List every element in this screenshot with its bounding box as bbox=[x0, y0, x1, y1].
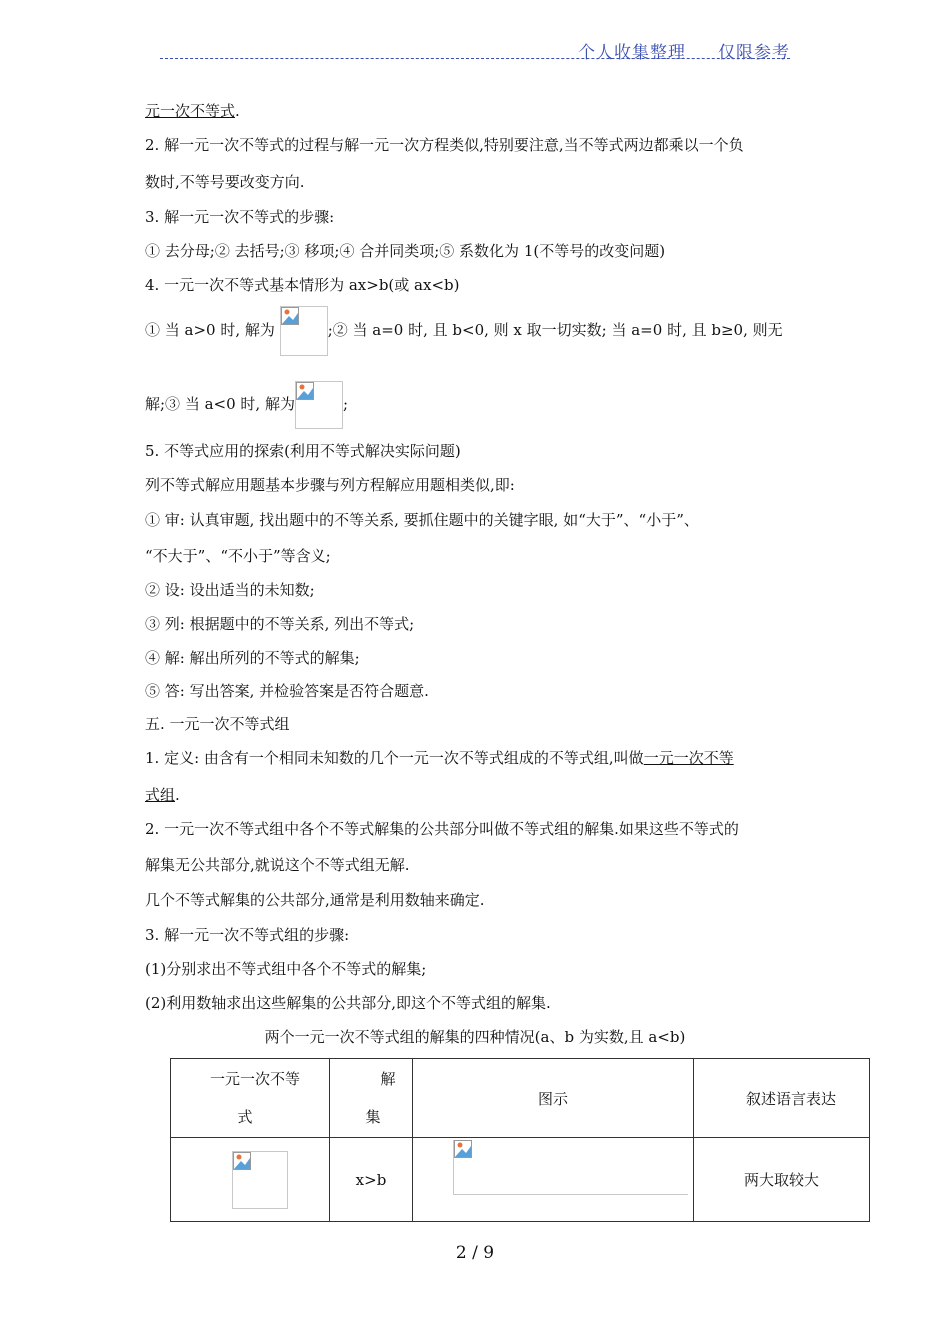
header-label: 集 bbox=[365, 1108, 381, 1126]
text-line: 4. 一元一次不等式基本情形为 ax>b(或 ax<b) bbox=[145, 276, 460, 294]
text-line: ① 审: 认真审题, 找出题中的不等关系, 要抓住题中的关键字眼, 如“大于”、“小于”、 bbox=[145, 511, 699, 529]
header-rule bbox=[160, 58, 790, 59]
text-line bbox=[145, 748, 734, 768]
inequality-image-placeholder bbox=[232, 1151, 288, 1209]
text-line: ⑤ 答: 写出答案, 并检验答案是否符合题意. bbox=[145, 682, 429, 700]
broken-image-icon bbox=[296, 382, 314, 400]
header-label: 式 bbox=[237, 1108, 253, 1126]
text-line: 数时,不等号要改变方向. bbox=[145, 173, 305, 191]
text-fragment: 1. 定义: 由含有一个相同未知数的几个一元一次不等式组成的不等式组,叫做 bbox=[145, 749, 644, 767]
text-line: ③ 列: 根据题中的不等关系, 列出不等式; bbox=[145, 615, 415, 633]
text-line: 3. 解一元一次不等式的步骤: bbox=[145, 208, 335, 226]
punct: . bbox=[175, 786, 180, 804]
header-cell: 叙述语言表达 bbox=[694, 1059, 870, 1138]
formula-image-placeholder bbox=[295, 381, 343, 429]
broken-image-icon bbox=[454, 1140, 472, 1158]
header-text: 个人收集整理 仅限参考 bbox=[577, 43, 790, 63]
text-line: “不大于”、“不小于”等含义; bbox=[145, 547, 331, 565]
header-cell bbox=[171, 1059, 330, 1138]
header-cell bbox=[330, 1059, 413, 1138]
text-line bbox=[145, 305, 783, 355]
table-header-row bbox=[171, 1059, 870, 1138]
table-cell bbox=[171, 1138, 330, 1222]
solution-table bbox=[170, 1058, 870, 1222]
text-line bbox=[145, 785, 180, 805]
text-line: (1)分别求出不等式组中各个不等式的解集; bbox=[145, 960, 427, 978]
table-row bbox=[171, 1138, 870, 1222]
text-line: 3. 解一元一次不等式组的步骤: bbox=[145, 926, 350, 944]
text-line: 解集无公共部分,就说这个不等式组无解. bbox=[145, 856, 410, 874]
underlined-term: 元一次不等式 bbox=[145, 102, 236, 120]
formula-image-placeholder bbox=[280, 306, 328, 356]
section-heading: 五. 一元一次不等式组 bbox=[145, 715, 290, 733]
broken-image-icon bbox=[233, 1152, 251, 1170]
page-number: 2 / 9 bbox=[455, 1243, 495, 1263]
broken-image-icon bbox=[281, 307, 299, 325]
text-line: ② 设: 设出适当的未知数; bbox=[145, 581, 315, 599]
text-line bbox=[145, 380, 348, 428]
punct: . bbox=[235, 102, 240, 120]
text-line bbox=[145, 101, 240, 121]
text-line: (2)利用数轴求出这些解集的公共部分,即这个不等式组的解集. bbox=[145, 994, 551, 1012]
text-line: 几个不等式解集的公共部分,通常是利用数轴来确定. bbox=[145, 891, 485, 909]
number-line-image-placeholder bbox=[453, 1140, 688, 1195]
text-fragment: ;② 当 a=0 时, 且 b<0, 则 x 取一切实数; 当 a=0 时, 且 b≥0, 则无 bbox=[327, 321, 783, 339]
table-cell: 两大取较大 bbox=[694, 1138, 870, 1222]
header-label: 一元一次不等 bbox=[209, 1070, 300, 1088]
text-line: ④ 解: 解出所列的不等式的解集; bbox=[145, 649, 360, 667]
text-line: 5. 不等式应用的探索(利用不等式解决实际问题) bbox=[145, 442, 461, 460]
underlined-term: 一元一次不等 bbox=[643, 749, 734, 767]
text-line: 2. 解一元一次不等式的过程与解一元一次方程类似,特别要注意,当不等式两边都乘以一个负 bbox=[145, 136, 744, 154]
text-line: 2. 一元一次不等式组中各个不等式解集的公共部分叫做不等式组的解集.如果这些不等式的 bbox=[145, 820, 739, 838]
table-caption: 两个一元一次不等式组的解集的四种情况(a、b 为实数,且 a<b) bbox=[264, 1028, 686, 1046]
header-cell: 图示 bbox=[413, 1059, 694, 1138]
table-cell: x>b bbox=[330, 1138, 413, 1222]
text-fragment: ; bbox=[342, 395, 349, 413]
text-line: 列不等式解应用题基本步骤与列方程解应用题相类似,即: bbox=[145, 476, 515, 494]
text-fragment: ① 当 a>0 时, 解为 bbox=[145, 321, 275, 339]
underlined-term: 式组 bbox=[145, 786, 176, 804]
header-label: 解 bbox=[380, 1070, 396, 1088]
table-cell bbox=[413, 1138, 694, 1222]
text-line: ① 去分母;② 去括号;③ 移项;④ 合并同类项;⑤ 系数化为 1(不等号的改变问题) bbox=[145, 242, 666, 260]
text-fragment: 解;③ 当 a<0 时, 解为 bbox=[145, 395, 295, 413]
